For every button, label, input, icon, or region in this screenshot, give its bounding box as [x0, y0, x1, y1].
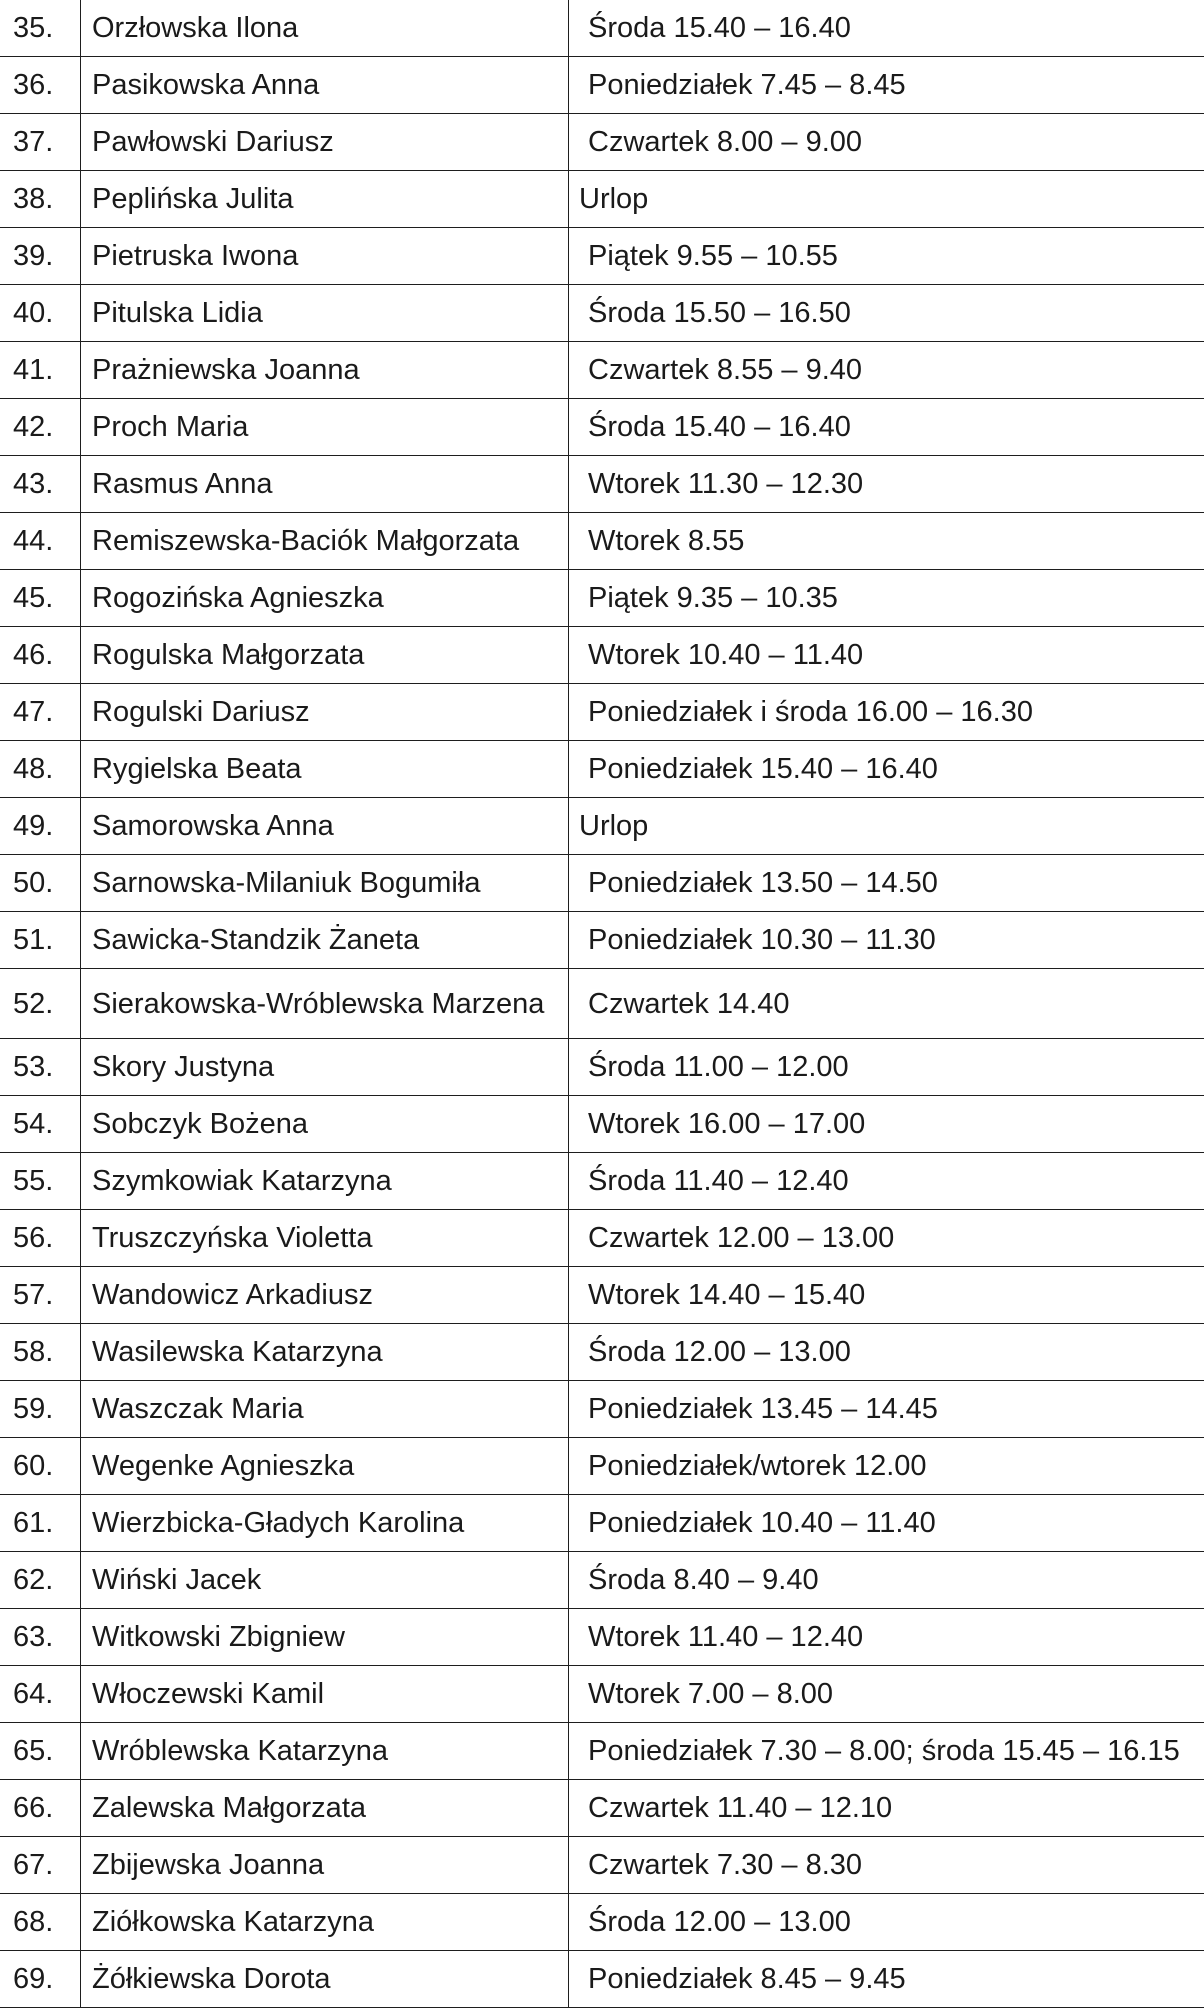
table-row: [0, 399, 1204, 456]
row-number: 49.: [0, 798, 81, 855]
row-number: 43.: [0, 456, 81, 513]
consultation-time: Piątek 9.55 – 10.55: [569, 228, 1204, 285]
table-row: [0, 969, 1204, 1039]
table-row: [0, 684, 1204, 741]
table-row: [0, 114, 1204, 171]
row-number: 36.: [0, 57, 81, 114]
table-row: [0, 1210, 1204, 1267]
table-row: [0, 57, 1204, 114]
consultation-time: Poniedziałek 10.30 – 11.30: [569, 912, 1204, 969]
consultation-time: Środa 12.00 – 13.00: [569, 1894, 1204, 1951]
consultation-time: Wtorek 16.00 – 17.00: [569, 1096, 1204, 1153]
teacher-name: Truszczyńska Violetta: [81, 1210, 569, 1267]
teacher-name: Proch Maria: [81, 399, 569, 456]
table-row: [0, 1723, 1204, 1780]
teacher-name: Sarnowska-Milaniuk Bogumiła: [81, 855, 569, 912]
row-number: 60.: [0, 1438, 81, 1495]
table-row: [0, 513, 1204, 570]
consultation-time: Wtorek 7.00 – 8.00: [569, 1666, 1204, 1723]
consultation-time: Środa 15.40 – 16.40: [569, 399, 1204, 456]
table-row: [0, 1495, 1204, 1552]
table-row: [0, 342, 1204, 399]
teacher-name: Wierzbicka-Gładych Karolina: [81, 1495, 569, 1552]
row-number: 37.: [0, 114, 81, 171]
teacher-name: Włoczewski Kamil: [81, 1666, 569, 1723]
teacher-name: Ziółkowska Katarzyna: [81, 1894, 569, 1951]
teacher-name: Orzłowska Ilona: [81, 0, 569, 57]
consultation-time: Środa 11.00 – 12.00: [569, 1039, 1204, 1096]
table-row: [0, 570, 1204, 627]
consultation-time: Wtorek 11.30 – 12.30: [569, 456, 1204, 513]
consultation-time: Środa 15.40 – 16.40: [569, 0, 1204, 57]
consultation-time: Czwartek 12.00 – 13.00: [569, 1210, 1204, 1267]
row-number: 52.: [0, 969, 81, 1039]
row-number: 67.: [0, 1837, 81, 1894]
table-row: [0, 1666, 1204, 1723]
row-number: 35.: [0, 0, 81, 57]
row-number: 46.: [0, 627, 81, 684]
teacher-name: Wiński Jacek: [81, 1552, 569, 1609]
table-row: [0, 798, 1204, 855]
teacher-name: Pitulska Lidia: [81, 285, 569, 342]
teacher-name: Rogulski Dariusz: [81, 684, 569, 741]
table-row: [0, 1951, 1204, 2008]
table-row: [0, 1267, 1204, 1324]
row-number: 51.: [0, 912, 81, 969]
table-row: [0, 627, 1204, 684]
consultation-time: Poniedziałek 7.30 – 8.00; środa 15.45 – 16.15: [569, 1723, 1204, 1780]
teacher-name: Sawicka-Standzik Żaneta: [81, 912, 569, 969]
row-number: 57.: [0, 1267, 81, 1324]
table-row: [0, 1609, 1204, 1666]
row-number: 61.: [0, 1495, 81, 1552]
consultation-time: Wtorek 8.55: [569, 513, 1204, 570]
teacher-name: Zalewska Małgorzata: [81, 1780, 569, 1837]
row-number: 47.: [0, 684, 81, 741]
consultation-time: Środa 15.50 – 16.50: [569, 285, 1204, 342]
consultation-time: Środa 8.40 – 9.40: [569, 1552, 1204, 1609]
row-number: 63.: [0, 1609, 81, 1666]
row-number: 53.: [0, 1039, 81, 1096]
consultation-time: Poniedziałek 13.50 – 14.50: [569, 855, 1204, 912]
teacher-name: Rogozińska Agnieszka: [81, 570, 569, 627]
row-number: 55.: [0, 1153, 81, 1210]
teacher-name: Rygielska Beata: [81, 741, 569, 798]
table-row: [0, 285, 1204, 342]
table-row: [0, 1324, 1204, 1381]
teacher-name: Pasikowska Anna: [81, 57, 569, 114]
table-row: [0, 1381, 1204, 1438]
row-number: 54.: [0, 1096, 81, 1153]
consultation-time: Środa 11.40 – 12.40: [569, 1153, 1204, 1210]
table-row: [0, 1552, 1204, 1609]
teacher-name: Sierakowska-Wróblewska Marzena: [81, 969, 569, 1039]
table-row: [0, 1096, 1204, 1153]
table-row: [0, 1438, 1204, 1495]
consultation-time: Czwartek 11.40 – 12.10: [569, 1780, 1204, 1837]
teacher-name: Wandowicz Arkadiusz: [81, 1267, 569, 1324]
row-number: 69.: [0, 1951, 81, 2008]
consultation-time: Wtorek 14.40 – 15.40: [569, 1267, 1204, 1324]
row-number: 42.: [0, 399, 81, 456]
row-number: 38.: [0, 171, 81, 228]
teacher-name: Zbijewska Joanna: [81, 1837, 569, 1894]
table-row: [0, 855, 1204, 912]
row-number: 50.: [0, 855, 81, 912]
table-row: [0, 456, 1204, 513]
consultation-time: Czwartek 8.00 – 9.00: [569, 114, 1204, 171]
consultation-time: Czwartek 14.40: [569, 969, 1204, 1039]
teacher-name: Sobczyk Bożena: [81, 1096, 569, 1153]
consultation-time: Czwartek 7.30 – 8.30: [569, 1837, 1204, 1894]
teacher-name: Wróblewska Katarzyna: [81, 1723, 569, 1780]
table-row: [0, 0, 1204, 57]
consultation-time: Poniedziałek 13.45 – 14.45: [569, 1381, 1204, 1438]
teacher-name: Rasmus Anna: [81, 456, 569, 513]
teacher-name: Peplińska Julita: [81, 171, 569, 228]
row-number: 48.: [0, 741, 81, 798]
table-row: [0, 912, 1204, 969]
teacher-name: Rogulska Małgorzata: [81, 627, 569, 684]
table-row: [0, 228, 1204, 285]
teacher-name: Witkowski Zbigniew: [81, 1609, 569, 1666]
row-number: 62.: [0, 1552, 81, 1609]
consultation-time: Piątek 9.35 – 10.35: [569, 570, 1204, 627]
row-number: 64.: [0, 1666, 81, 1723]
consultation-time: Wtorek 11.40 – 12.40: [569, 1609, 1204, 1666]
row-number: 56.: [0, 1210, 81, 1267]
table-row: [0, 1153, 1204, 1210]
row-number: 58.: [0, 1324, 81, 1381]
teacher-name: Żółkiewska Dorota: [81, 1951, 569, 2008]
table-row: [0, 171, 1204, 228]
teacher-name: Skory Justyna: [81, 1039, 569, 1096]
consultation-time: Wtorek 10.40 – 11.40: [569, 627, 1204, 684]
teacher-name: Wasilewska Katarzyna: [81, 1324, 569, 1381]
consultation-time: Środa 12.00 – 13.00: [569, 1324, 1204, 1381]
row-number: 44.: [0, 513, 81, 570]
consultation-time: Poniedziałek/wtorek 12.00: [569, 1438, 1204, 1495]
consultation-time: Poniedziałek i środa 16.00 – 16.30: [569, 684, 1204, 741]
consultation-time: Urlop: [569, 171, 1204, 228]
row-number: 68.: [0, 1894, 81, 1951]
table-row: [0, 741, 1204, 798]
row-number: 65.: [0, 1723, 81, 1780]
row-number: 66.: [0, 1780, 81, 1837]
table-row: [0, 1780, 1204, 1837]
table-row: [0, 1039, 1204, 1096]
consultation-time: Urlop: [569, 798, 1204, 855]
teacher-name: Szymkowiak Katarzyna: [81, 1153, 569, 1210]
consultation-time: Czwartek 8.55 – 9.40: [569, 342, 1204, 399]
row-number: 40.: [0, 285, 81, 342]
consultation-time: Poniedziałek 10.40 – 11.40: [569, 1495, 1204, 1552]
consultation-time: Poniedziałek 7.45 – 8.45: [569, 57, 1204, 114]
teacher-name: Wegenke Agnieszka: [81, 1438, 569, 1495]
consultation-time: Poniedziałek 15.40 – 16.40: [569, 741, 1204, 798]
teacher-name: Remiszewska-Baciók Małgorzata: [81, 513, 569, 570]
row-number: 41.: [0, 342, 81, 399]
row-number: 39.: [0, 228, 81, 285]
teacher-name: Waszczak Maria: [81, 1381, 569, 1438]
table-row: [0, 1894, 1204, 1951]
teacher-name: Samorowska Anna: [81, 798, 569, 855]
teacher-name: Pietruska Iwona: [81, 228, 569, 285]
row-number: 59.: [0, 1381, 81, 1438]
row-number: 45.: [0, 570, 81, 627]
teacher-name: Pawłowski Dariusz: [81, 114, 569, 171]
table-row: [0, 1837, 1204, 1894]
teacher-name: Prażniewska Joanna: [81, 342, 569, 399]
consultation-time: Poniedziałek 8.45 – 9.45: [569, 1951, 1204, 2008]
